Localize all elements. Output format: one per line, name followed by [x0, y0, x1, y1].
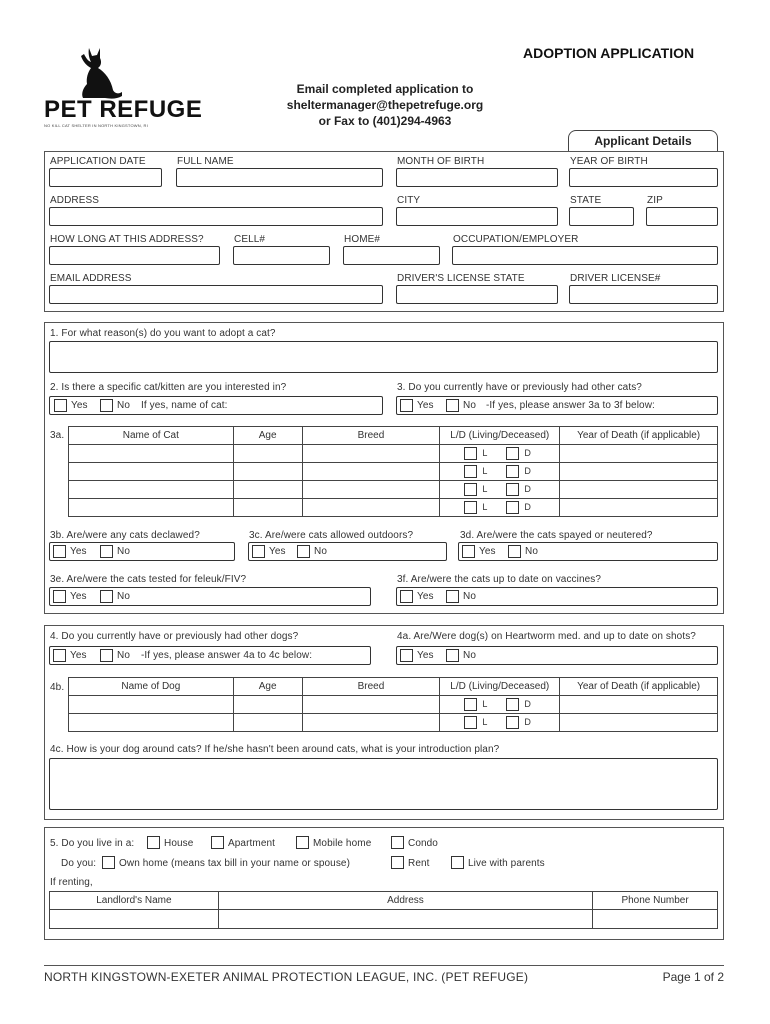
- col-age: Age: [233, 427, 302, 445]
- q4a-yes-checkbox[interactable]: [400, 649, 413, 662]
- q2-if-yes-label: If yes, name of cat:: [141, 400, 228, 411]
- q3c-label: 3c. Are/were cats allowed outdoors?: [249, 530, 414, 541]
- q3e-yes-label: Yes: [70, 591, 87, 602]
- q3f-no-checkbox[interactable]: [446, 590, 459, 603]
- address-field[interactable]: [49, 207, 383, 226]
- label-state: STATE: [570, 195, 602, 206]
- q4c-label: 4c. How is your dog around cats? If he/she hasn't been around cats, what is your introduction plan?: [50, 744, 500, 755]
- footer-divider: [44, 965, 724, 966]
- page-title: ADOPTION APPLICATION: [523, 45, 695, 61]
- q3d-no-label: No: [525, 546, 538, 557]
- table-row: L D: [69, 463, 718, 481]
- label-dl-number: DRIVER LICENSE#: [570, 273, 661, 284]
- q5-label: 5. Do you live in a:: [50, 838, 135, 849]
- deceased-checkbox[interactable]: [506, 716, 519, 729]
- col-breed: Breed: [302, 427, 440, 445]
- living-checkbox[interactable]: [464, 501, 477, 514]
- col-breed: Breed: [302, 678, 440, 696]
- q1-answer-field[interactable]: [49, 341, 718, 373]
- q4-yes-checkbox[interactable]: [53, 649, 66, 662]
- apartment-checkbox[interactable]: [211, 836, 224, 849]
- q3f-no-label: No: [463, 591, 476, 602]
- q3d-yes-checkbox[interactable]: [462, 545, 475, 558]
- label-cell: CELL#: [234, 234, 266, 245]
- year-of-birth-field[interactable]: [569, 168, 718, 187]
- q2-yes-checkbox[interactable]: [54, 399, 67, 412]
- dl-number-field[interactable]: [569, 285, 718, 304]
- col-landlord-name: Landlord's Name: [50, 892, 219, 910]
- col-living-deceased: L/D (Living/Deceased): [440, 678, 560, 696]
- table-header-row: [69, 678, 718, 696]
- application-date-field[interactable]: [49, 168, 162, 187]
- cell-field[interactable]: [233, 246, 330, 265]
- q4-label: 4. Do you currently have or previously had other dogs?: [50, 631, 299, 642]
- apartment-label: Apartment: [228, 838, 276, 849]
- q3f-label: 3f. Are/were the cats up to date on vaccines?: [397, 574, 602, 585]
- q3b-label: 3b. Are/were any cats declawed?: [50, 530, 200, 541]
- q3e-no-checkbox[interactable]: [100, 590, 113, 603]
- month-of-birth-field[interactable]: [396, 168, 558, 187]
- own-home-label: Own home (means tax bill in your name or spouse): [119, 858, 351, 869]
- q3c-no-checkbox[interactable]: [297, 545, 310, 558]
- tab-label: Applicant Details: [594, 134, 692, 148]
- col-year-of-death: Year of Death (if applicable): [560, 678, 718, 696]
- email-address: sheltermanager@thepetrefuge.org: [286, 98, 484, 112]
- q4-no-checkbox[interactable]: [100, 649, 113, 662]
- footer-page-number: Page 1 of 2: [662, 970, 724, 984]
- label-email: EMAIL ADDRESS: [50, 273, 132, 284]
- q1-label: 1. For what reason(s) do you want to adopt a cat?: [50, 328, 276, 339]
- q4-yes-label: Yes: [70, 650, 87, 661]
- q3e-answer-box: [49, 587, 371, 606]
- living-checkbox[interactable]: [464, 483, 477, 496]
- fax-line: or Fax to (401)294-4963: [318, 114, 452, 128]
- condo-checkbox[interactable]: [391, 836, 404, 849]
- city-field[interactable]: [396, 207, 558, 226]
- q2-no-checkbox[interactable]: [100, 399, 113, 412]
- q3d-no-checkbox[interactable]: [508, 545, 521, 558]
- q3e-yes-checkbox[interactable]: [53, 590, 66, 603]
- q3-yes-label: Yes: [417, 400, 434, 411]
- table-row: L D: [69, 481, 718, 499]
- col-name-of-dog: Name of Dog: [69, 678, 234, 696]
- mobile-home-checkbox[interactable]: [296, 836, 309, 849]
- label-zip: ZIP: [647, 195, 663, 206]
- label-dl-state: DRIVER'S LICENSE STATE: [397, 273, 525, 284]
- q3c-yes-checkbox[interactable]: [252, 545, 265, 558]
- deceased-checkbox[interactable]: [506, 698, 519, 711]
- q3d-answer-box: [458, 542, 718, 561]
- home-field[interactable]: [343, 246, 440, 265]
- cat-logo-icon: [75, 44, 125, 100]
- col-age: Age: [233, 678, 302, 696]
- q2-label: 2. Is there a specific cat/kitten are you interested in?: [50, 382, 287, 393]
- label-city: CITY: [397, 195, 421, 206]
- q3d-label: 3d. Are/were the cats spayed or neutered?: [460, 530, 653, 541]
- q3-label: 3. Do you currently have or previously had other cats?: [397, 382, 642, 393]
- label-home: HOME#: [344, 234, 381, 245]
- logo-tagline: NO KILL CAT SHELTER IN NORTH KINGSTOWN, RI: [44, 123, 148, 128]
- q3b-no-checkbox[interactable]: [100, 545, 113, 558]
- cats-table: [68, 426, 718, 517]
- footer-org: NORTH KINGSTOWN-EXETER ANIMAL PROTECTION LEAGUE, INC. (PET REFUGE): [44, 970, 529, 984]
- occupation-field[interactable]: [452, 246, 718, 265]
- living-checkbox[interactable]: [464, 716, 477, 729]
- label-occupation: OCCUPATION/EMPLOYER: [453, 234, 579, 245]
- mobile-home-label: Mobile home: [313, 838, 372, 849]
- if-renting-label: If renting,: [50, 877, 93, 888]
- living-checkbox[interactable]: [464, 447, 477, 460]
- col-year-of-death: Year of Death (if applicable): [560, 427, 718, 445]
- q3-if-yes-label: -If yes, please answer 3a to 3f below:: [486, 400, 655, 411]
- how-long-field[interactable]: [49, 246, 220, 265]
- col-address: Address: [218, 892, 592, 910]
- full-name-field[interactable]: [176, 168, 383, 187]
- state-field[interactable]: [569, 207, 634, 226]
- dogs-table: [68, 677, 718, 732]
- living-checkbox[interactable]: [464, 465, 477, 478]
- house-label: House: [164, 838, 194, 849]
- q3e-no-label: No: [117, 591, 130, 602]
- q3e-label: 3e. Are/were the cats tested for feleuk/FIV?: [50, 574, 247, 585]
- q4-if-yes-label: -If yes, please answer 4a to 4c below:: [141, 650, 313, 661]
- q3b-yes-label: Yes: [70, 546, 87, 557]
- table-row: [50, 910, 718, 929]
- q3-yes-checkbox[interactable]: [400, 399, 413, 412]
- q4a-yes-label: Yes: [417, 650, 434, 661]
- label-full-name: FULL NAME: [177, 156, 234, 167]
- living-checkbox[interactable]: [464, 698, 477, 711]
- q3c-yes-label: Yes: [269, 546, 286, 557]
- deceased-checkbox[interactable]: [506, 501, 519, 514]
- label-how-long: HOW LONG AT THIS ADDRESS?: [50, 234, 204, 245]
- q2-yes-label: Yes: [71, 400, 88, 411]
- col-phone-number: Phone Number: [593, 892, 718, 910]
- deceased-checkbox[interactable]: [506, 447, 519, 460]
- zip-field[interactable]: [646, 207, 718, 226]
- live-with-parents-label: Live with parents: [468, 858, 545, 869]
- email-field[interactable]: [49, 285, 383, 304]
- q3d-yes-label: Yes: [479, 546, 496, 557]
- q4a-label: 4a. Are/Were dog(s) on Heartworm med. and up to date on shots?: [397, 631, 696, 642]
- label-address: ADDRESS: [50, 195, 100, 206]
- table-header-row: [50, 892, 718, 910]
- q3f-answer-box: [396, 587, 718, 606]
- q2-no-label: No: [117, 400, 130, 411]
- condo-label: Condo: [408, 838, 438, 849]
- col-name-of-cat: Name of Cat: [69, 427, 234, 445]
- q3-no-checkbox[interactable]: [446, 399, 459, 412]
- live-with-parents-checkbox[interactable]: [451, 856, 464, 869]
- q4-no-label: No: [117, 650, 130, 661]
- q3-no-label: No: [463, 400, 476, 411]
- house-checkbox[interactable]: [147, 836, 160, 849]
- table-row: L D: [69, 445, 718, 463]
- table-row: L D: [69, 499, 718, 517]
- table-row: L D: [69, 714, 718, 732]
- col-living-deceased: L/D (Living/Deceased): [440, 427, 560, 445]
- landlord-table: [49, 891, 718, 929]
- q4a-answer-box: [396, 646, 718, 665]
- q3f-yes-checkbox[interactable]: [400, 590, 413, 603]
- q4b-label: 4b.: [50, 682, 65, 693]
- label-month-of-birth: MONTH OF BIRTH: [397, 156, 485, 167]
- table-header-row: [69, 427, 718, 445]
- table-row: L D: [69, 696, 718, 714]
- q3b-yes-checkbox[interactable]: [53, 545, 66, 558]
- q3c-no-label: No: [314, 546, 327, 557]
- dl-state-field[interactable]: [396, 285, 558, 304]
- deceased-checkbox[interactable]: [506, 483, 519, 496]
- label-application-date: APPLICATION DATE: [50, 156, 146, 167]
- q3b-no-label: No: [117, 546, 130, 557]
- own-home-checkbox[interactable]: [102, 856, 115, 869]
- do-you-label: Do you:: [61, 858, 97, 869]
- logo-text: PET REFUGE: [44, 96, 203, 123]
- q4a-no-checkbox[interactable]: [446, 649, 459, 662]
- deceased-checkbox[interactable]: [506, 465, 519, 478]
- email-line-1: Email completed application to: [296, 82, 474, 96]
- rent-checkbox[interactable]: [391, 856, 404, 869]
- q3a-label: 3a.: [50, 430, 65, 441]
- label-year-of-birth: YEAR OF BIRTH: [570, 156, 648, 167]
- rent-label: Rent: [408, 858, 430, 869]
- q4a-no-label: No: [463, 650, 476, 661]
- q4c-answer-field[interactable]: [49, 758, 718, 810]
- applicant-details-tab: [568, 130, 718, 152]
- q3f-yes-label: Yes: [417, 591, 434, 602]
